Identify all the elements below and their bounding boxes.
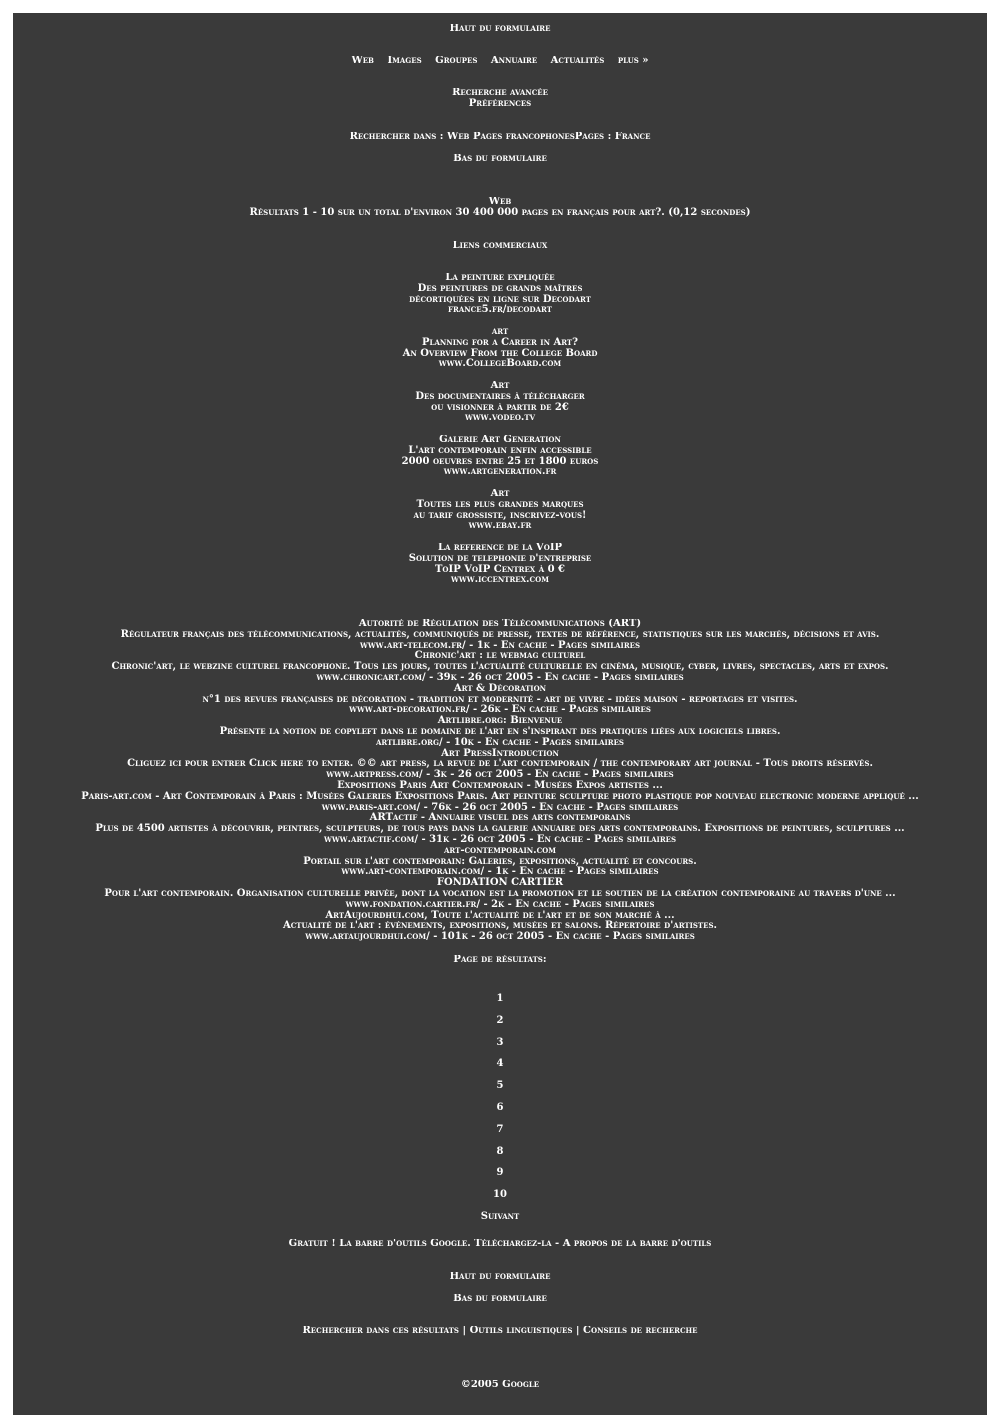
pagination-label: Page de résultats:: [453, 955, 547, 965]
ad-text: Solution de telephonie d'entreprise: [408, 552, 592, 564]
result-snippet: Actualité de l'art : événements, expositions, musées et salons. Répertoire d'artistes.: [282, 920, 718, 932]
ad-text: ToIP VoIP Centrex à 0 €: [434, 563, 566, 575]
result-url[interactable]: www.artaujourdhui.com/ - 101k - 26 oct 2005 - En cache - Pages similaires: [305, 931, 695, 943]
result-snippet: Paris-art.com - Art Contemporain à Paris : Musées Galeries Expositions Paris. Art peinture sculpture photo plastique pop nouveau electronic moderne appliqué ...: [81, 790, 919, 802]
results-list: [13, 619, 987, 943]
result-title[interactable]: Chronic'art : le webmag culturel: [414, 650, 586, 662]
nav-groups-link[interactable]: Groupes: [435, 56, 478, 66]
preferences-link[interactable]: Préférences: [468, 97, 532, 109]
result-title[interactable]: Expositions Paris Art Contemporain - Musées Expos artistes ...: [337, 779, 663, 791]
ad-block[interactable]: [13, 327, 987, 370]
results-stats: Résultats 1 - 10 sur un total d'environ 30 400 000 pages en français pour art?. (0,12 secondes): [249, 206, 751, 218]
ad-title[interactable]: Art: [490, 381, 510, 391]
ad-url[interactable]: www.artgeneration.fr: [443, 466, 557, 478]
ad-url[interactable]: www.iccentrex.com: [451, 574, 549, 586]
result-snippet: Cliguez ici pour entrer Click here to enter. ©© art press, la revue de l'art contemporain / the contemporary art journal - Tous droits réservés.: [127, 758, 873, 770]
ad-text: ou visionner à partir de 2€: [431, 401, 569, 413]
sponsored-header: Liens commerciaux: [452, 241, 548, 251]
result-snippet: Plus de 4500 artistes à découvrir, peintres, sculpteurs, de tous pays dans la galerie annuaire des arts contemporains. Expositions de peintures, sculptures ...: [95, 823, 905, 835]
results-header: [13, 197, 987, 219]
result-url[interactable]: www.artpress.com/ - 3k - 26 oct 2005 - En cache - Pages similaires: [326, 769, 674, 781]
ad-block[interactable]: [13, 381, 987, 424]
ad-title[interactable]: La reference de la VoIP: [437, 543, 563, 553]
ad-url[interactable]: www.vodeo.tv: [464, 412, 536, 424]
result-title[interactable]: Autorité de Régulation des Télécommunications (ART): [358, 619, 642, 629]
result-snippet: n°1 des revues françaises de décoration - tradition et modernité - art de vivre - idées maison - reportages et visites.: [202, 693, 798, 705]
ad-title[interactable]: art: [491, 327, 509, 337]
page-link[interactable]: 5: [496, 1080, 504, 1092]
top-form-label: Haut du formulaire: [449, 24, 551, 34]
footer-links[interactable]: Rechercher dans ces résultats | Outils linguistiques | Conseils de recherche: [302, 1326, 698, 1336]
page-link[interactable]: 2: [496, 1014, 504, 1026]
ad-title[interactable]: Galerie Art Generation: [439, 435, 561, 445]
page-frame: [13, 13, 987, 1415]
nav-bar: [13, 56, 987, 67]
ad-title[interactable]: La peinture expliquée: [445, 273, 555, 283]
page-link[interactable]: 9: [496, 1167, 504, 1179]
result-title[interactable]: art-contemporain.com: [443, 844, 557, 856]
ad-text: Des documentaires à télécharger: [415, 390, 585, 402]
result-title[interactable]: ArtAujourdhui.com, Toute l'actualité de l'art et de son marché à ...: [325, 909, 675, 921]
result-url[interactable]: www.artactif.com/ - 31k - 26 oct 2005 - En cache - Pages similaires: [323, 833, 677, 845]
nav-directory-link[interactable]: Annuaire: [490, 56, 538, 66]
copyright: ©2005 Google: [460, 1380, 540, 1390]
result-url[interactable]: www.art-telecom.fr/ - 1k - En cache - Pages similaires: [359, 639, 641, 651]
results-title: Web: [488, 197, 512, 207]
result-snippet: Chronic'art, le webzine culturel francophone. Tous les jours, toutes l'actualité culturelle en cinéma, musique, cyber, livres, spectacles, arts et expos.: [111, 661, 889, 673]
result-snippet: Présente la notion de copyleft dans le domaine de l'art en s'inspirant des pratiques liées aux logiciels libres.: [219, 725, 781, 737]
ad-text: au tarif grossiste, inscrivez-vous!: [413, 509, 587, 521]
ad-url[interactable]: www.ebay.fr: [468, 520, 532, 532]
search-scope[interactable]: Rechercher dans : Web Pages francophonesPages : France: [349, 132, 651, 142]
ad-block[interactable]: [13, 543, 987, 586]
result-title[interactable]: Artlibre.org: Bienvenue: [437, 715, 563, 727]
ad-block[interactable]: [13, 273, 987, 316]
ad-text: Des peintures de grands maîtres: [417, 282, 583, 294]
toolbar-promo[interactable]: Gratuit ! La barre d'outils Google. Téléchargez-la - À propos de la barre d'outils: [288, 1239, 712, 1249]
page-link[interactable]: 7: [496, 1123, 504, 1135]
next-page-link[interactable]: Suivant: [480, 1210, 520, 1222]
advanced-links: [13, 88, 987, 110]
ad-text: décortiquées en ligne sur Decodart: [409, 293, 591, 305]
bottom-form-label-2: Bas du formulaire: [453, 1294, 547, 1304]
ad-title[interactable]: Art: [490, 489, 510, 499]
page-link[interactable]: 10: [493, 1189, 507, 1201]
page-link[interactable]: 6: [496, 1101, 504, 1113]
page-link[interactable]: 8: [496, 1145, 504, 1157]
ad-url[interactable]: www.CollegeBoard.com: [438, 358, 562, 370]
ad-text: Toutes les plus grandes marques: [416, 498, 584, 510]
pagination: [13, 988, 987, 1228]
page-link[interactable]: 4: [496, 1058, 504, 1070]
nav-news-link[interactable]: Actualités: [550, 56, 605, 66]
result-title[interactable]: ARTactif - Annuaire visuel des arts contemporains: [369, 812, 631, 824]
result-url[interactable]: www.chronicart.com/ - 39k - 26 oct 2005 - En cache - Pages similaires: [316, 671, 684, 683]
result-url[interactable]: artlibre.org/ - 10k - En cache - Pages similaires: [376, 736, 624, 748]
result-url[interactable]: www.paris-art.com/ - 76k - 26 oct 2005 - En cache - Pages similaires: [321, 801, 679, 813]
page-link[interactable]: 3: [496, 1036, 504, 1048]
result-url[interactable]: www.fondation.cartier.fr/ - 2k - En cache - Pages similaires: [345, 898, 655, 910]
ad-block[interactable]: [13, 435, 987, 478]
result-url[interactable]: www.art-contemporain.com/ - 1k - En cache - Pages similaires: [341, 866, 659, 878]
nav-images-link[interactable]: Images: [387, 56, 422, 66]
result-url[interactable]: www.art-decoration.fr/ - 26k - En cache - Pages similaires: [349, 704, 651, 716]
ad-text: An Overview From the College Board: [402, 347, 598, 359]
advanced-search-link[interactable]: Recherche avancée: [452, 88, 548, 98]
result-title[interactable]: Art PressIntroduction: [441, 747, 559, 759]
result-snippet: Régulateur français des télécommunications, actualités, communiqués de presse, textes de référence, statistiques sur les marchés, décisions et avis.: [120, 628, 880, 640]
ad-text: Planning for a Career in Art?: [422, 336, 578, 348]
nav-more-link[interactable]: plus »: [617, 56, 649, 66]
bottom-form-label: Bas du formulaire: [453, 154, 547, 164]
result-title[interactable]: Art & Décoration: [453, 682, 547, 694]
result-title[interactable]: FONDATION CARTIER: [436, 877, 564, 889]
result-snippet: Pour l'art contemporain. Organisation culturelle privée, dont la vocation est la promotion et le soutien de la création contemporaine au travers d'une ...: [104, 887, 896, 899]
ad-text: L'art contemporain enfin accessible: [408, 444, 592, 456]
ad-url[interactable]: france5.fr/decodart: [448, 304, 552, 316]
page-link[interactable]: 1: [496, 993, 504, 1004]
ad-text: 2000 oeuvres entre 25 et 1800 euros: [401, 455, 599, 467]
ad-block[interactable]: [13, 489, 987, 532]
nav-web-link[interactable]: Web: [351, 56, 374, 66]
result-snippet: Portail sur l'art contemporain: Galeries, expositions, actualité et concours.: [303, 855, 697, 867]
top-form-label-2: Haut du formulaire: [449, 1272, 551, 1282]
